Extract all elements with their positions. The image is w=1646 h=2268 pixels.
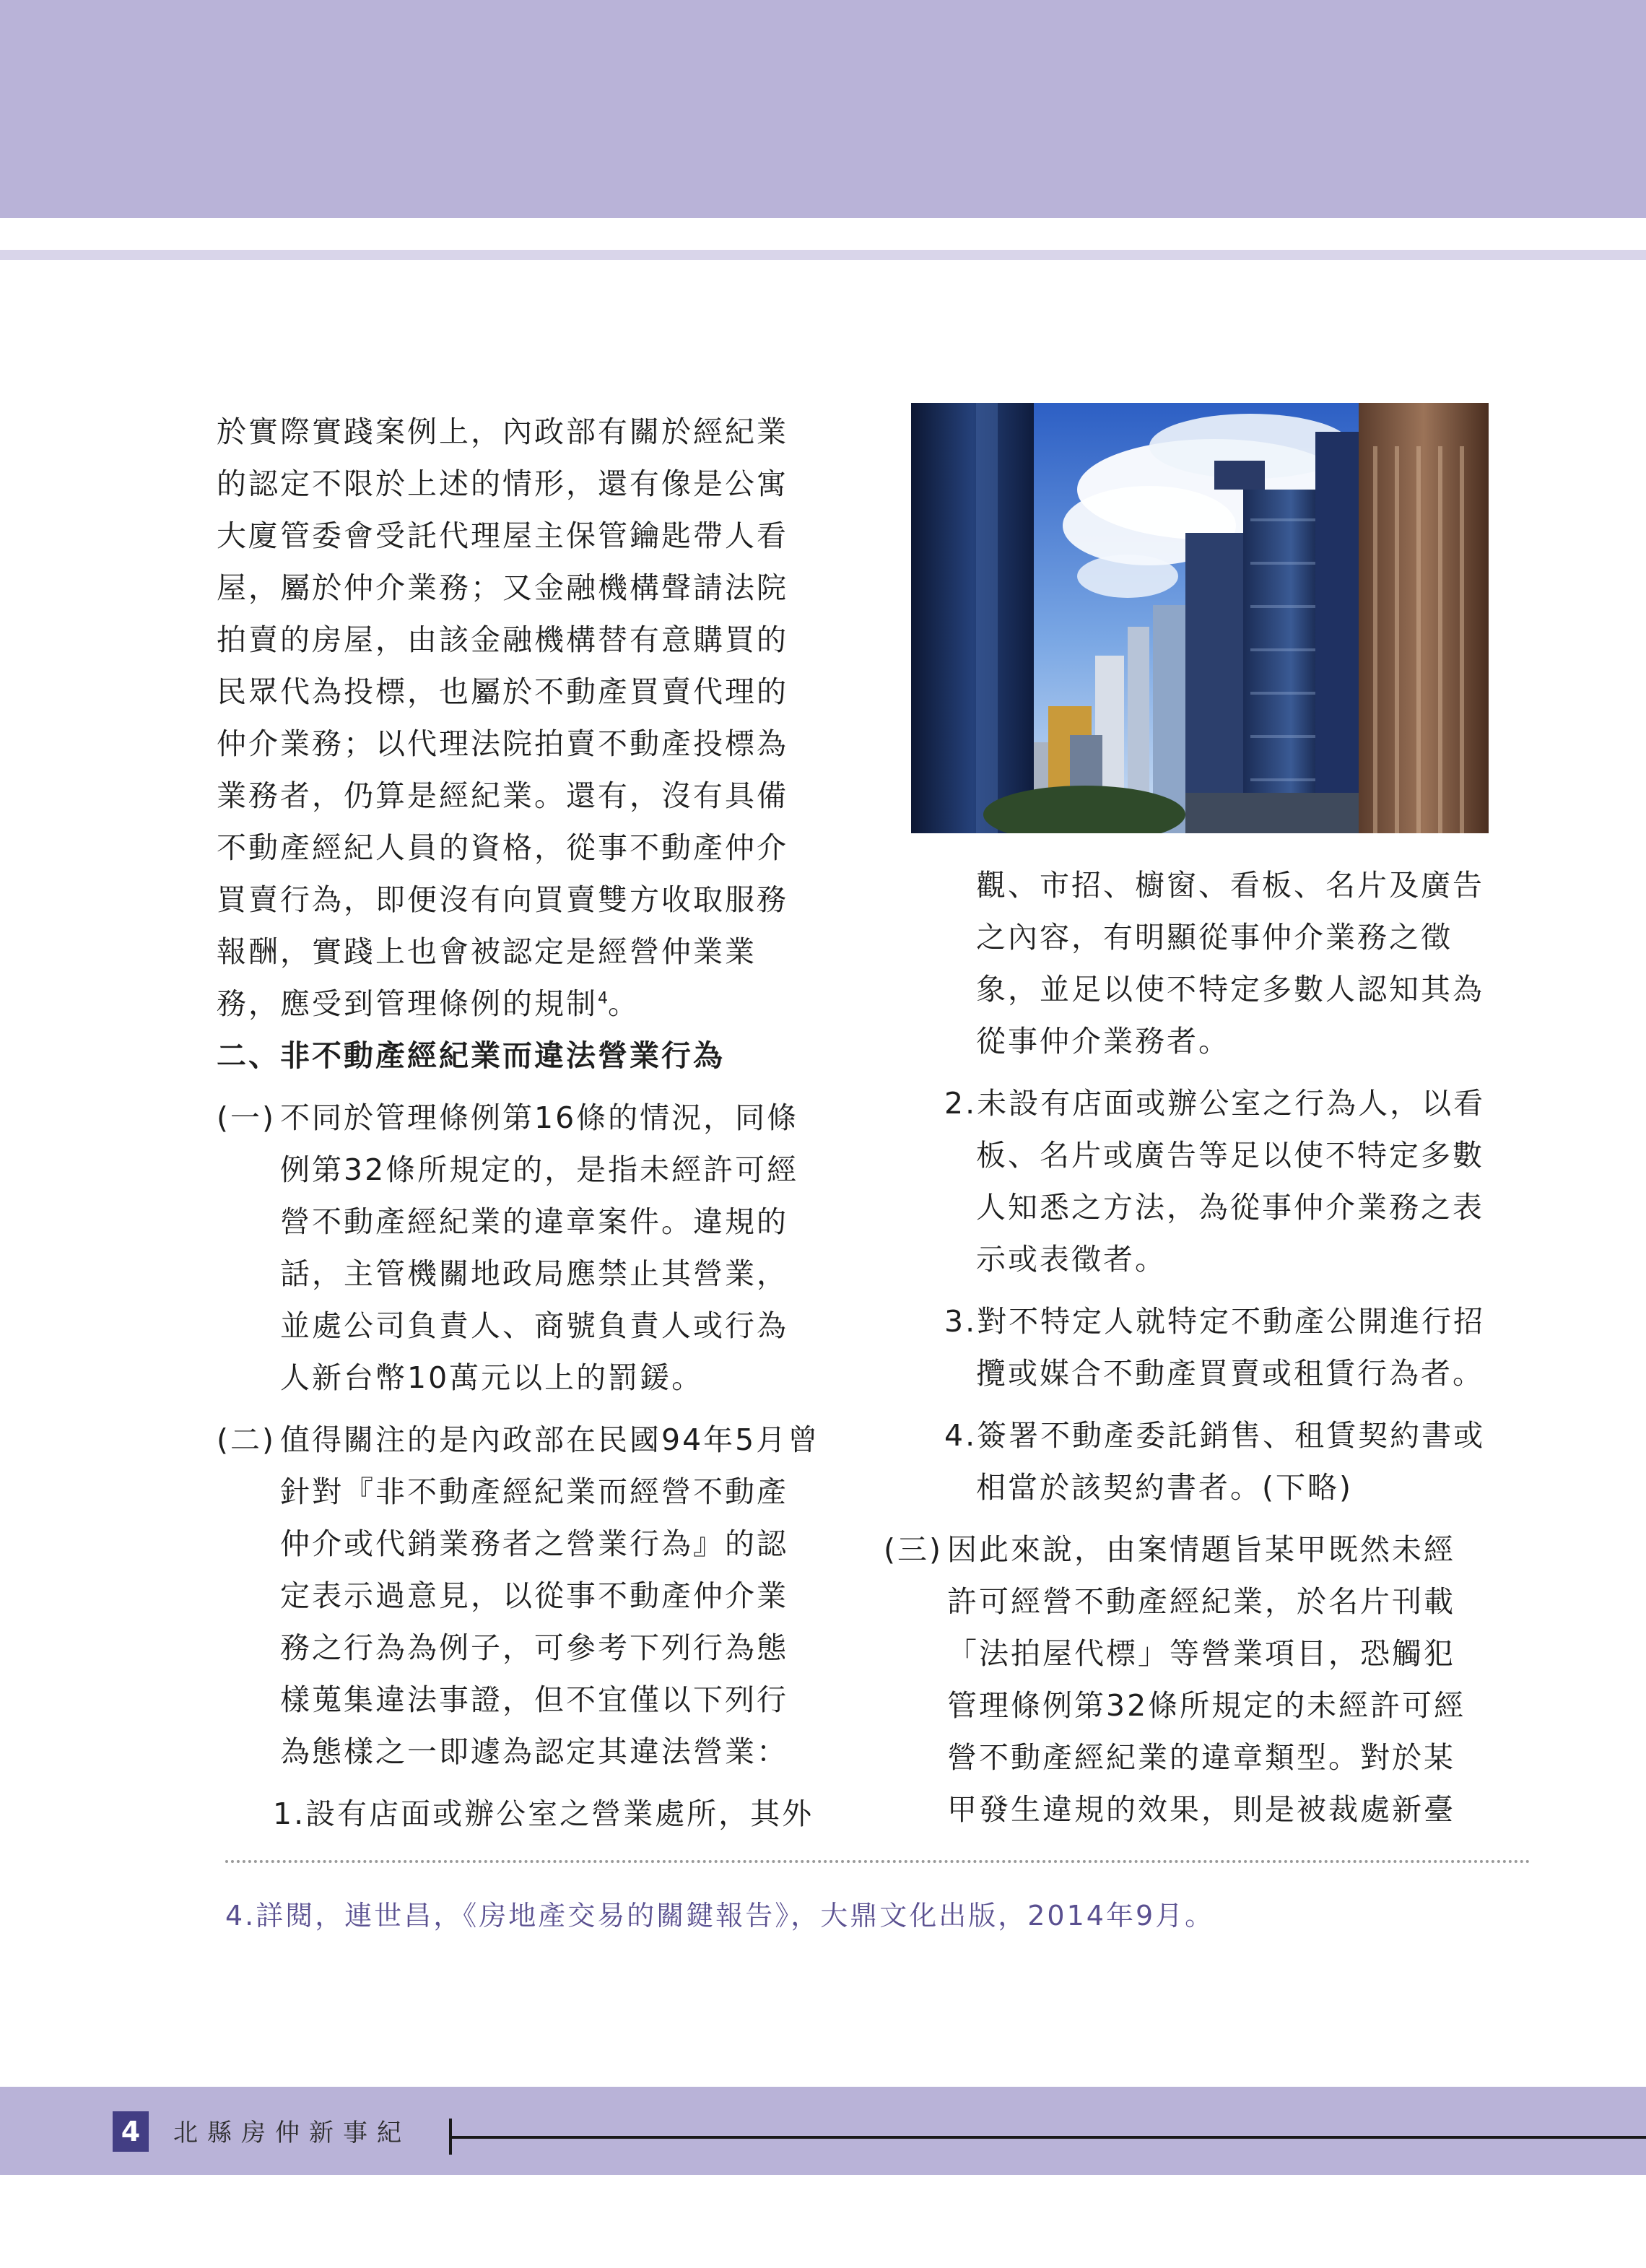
footnote-reference[interactable]: 4 [598, 989, 608, 1008]
list-item-3 [884, 1295, 1490, 1399]
text-line: 業務者，仍算是經紀業。還有，沒有具備 [217, 778, 788, 813]
subsection-marker: (二) [217, 1422, 276, 1457]
subsection-3 [884, 1524, 1490, 1835]
text-fragment: 值得關注的是內政部在民國94年5月曾 [280, 1422, 820, 1457]
text-line: 攬或媒合不動產買賣或租賃行為者。 [976, 1356, 1484, 1391]
subsection-first-line [884, 1524, 1490, 1576]
list-item-first-line: 3.對不特定人就特定不動產公開進行招 [944, 1304, 1486, 1339]
text-line: 不動產經紀人員的資格，從事不動產仲介 [217, 830, 788, 865]
text-line: 營不動產經紀業的違章案件。違規的 [280, 1204, 788, 1239]
subsection-first-line [217, 1414, 820, 1466]
subsection-marker: (三) [884, 1532, 943, 1567]
text-line: 屋，屬於仲介業務；又金融機構聲請法院 [217, 570, 788, 605]
subsection-first-line [217, 1092, 816, 1144]
text-line: 話，主管機關地政局應禁止其營業， [280, 1256, 788, 1291]
footer-rule [449, 2136, 1646, 2139]
text-line: 營不動產經紀業的違章類型。對於某 [947, 1740, 1455, 1775]
text-fragment: 。 [608, 986, 640, 1021]
text-line: 大廈管委會受託代理屋主保管鑰匙帶人看 [217, 518, 788, 553]
text-line: 示或表徵者。 [976, 1242, 1167, 1277]
text-line: 仲介業務；以代理法院拍賣不動產投標為 [217, 726, 788, 761]
list-item-1-first-line: 1.設有店面或辦公室之營業處所，其外 [273, 1796, 814, 1831]
text-line: 例第32條所規定的，是指未經許可經 [280, 1152, 799, 1187]
header-stripe [0, 250, 1646, 260]
text-line: 買賣行為，即便沒有向買賣雙方收取服務 [217, 882, 788, 917]
text-line: 甲發生違規的效果，則是被裁處新臺 [947, 1792, 1455, 1827]
list-item-4 [884, 1409, 1490, 1513]
text-line: 「法拍屋代標」等營業項目，恐觸犯 [947, 1636, 1455, 1671]
text-fragment: 因此來說，由案情題旨某甲既然未經 [947, 1532, 1455, 1567]
footnote-4: 4.詳閱，連世昌，《房地產交易的關鍵報告》，大鼎文化出版，2014年9月。 [225, 1900, 1215, 1932]
text-line: 象，並足以使不特定多數人認知其為 [976, 972, 1484, 1007]
footnote-divider [225, 1860, 1530, 1863]
text-line: 之內容，有明顯從事仲介業務之徵 [976, 920, 1453, 955]
text-line: 從事仲介業務者。 [976, 1024, 1230, 1059]
intro-paragraph [217, 406, 816, 1030]
text-line: 的認定不限於上述的情形，還有像是公寓 [217, 466, 788, 501]
text-line: 觀、市招、櫥窗、看板、名片及廣告 [976, 868, 1484, 903]
section-heading: 二、非不動產經紀業而違法營業行為 [217, 1038, 725, 1073]
text-line: 定表示過意見，以從事不動產仲介業 [280, 1578, 788, 1613]
text-line: 人知悉之方法，為從事仲介業務之表 [976, 1190, 1484, 1225]
publication-title: 北縣房仲新事紀 [173, 2119, 411, 2147]
list-item-1-continued [884, 859, 1490, 1067]
text-line [217, 978, 816, 1030]
text-line: 許可經營不動產經紀業，於名片刊載 [947, 1584, 1455, 1619]
list-item-first-line: 2.未設有店面或辦公室之行為人，以看 [944, 1086, 1486, 1121]
text-line: 管理條例第32條所規定的未經許可經 [947, 1688, 1466, 1723]
text-line: 並處公司負責人、商號負責人或行為 [280, 1308, 788, 1343]
subsection-1 [217, 1092, 816, 1404]
text-line: 樣蒐集違法事證，但不宜僅以下列行 [280, 1682, 788, 1717]
left-column [217, 406, 820, 1840]
text-line: 為態樣之一即遽為認定其違法營業： [280, 1734, 788, 1769]
text-line: 於實際實踐案例上，內政部有關於經紀業 [217, 414, 788, 449]
text-line: 拍賣的房屋，由該金融機構替有意購買的 [217, 622, 788, 657]
text-fragment: 不同於管理條例第16條的情況，同條 [280, 1100, 799, 1135]
text-line: 民眾代為投標，也屬於不動產買賣代理的 [217, 674, 788, 709]
list-item-2 [884, 1077, 1490, 1285]
subsection-2 [217, 1414, 820, 1840]
text-line: 板、名片或廣告等足以使不特定多數 [976, 1138, 1484, 1173]
right-column [884, 859, 1490, 1835]
list-item-first-line: 4.簽署不動產委託銷售、租賃契約書或 [944, 1418, 1486, 1453]
text-line: 針對『非不動產經紀業而經營不動產 [280, 1474, 788, 1509]
header-band [0, 0, 1646, 218]
text-fragment: 務，應受到管理條例的規制 [217, 986, 598, 1021]
subsection-marker: (一) [217, 1100, 276, 1135]
page-number: 4 [113, 2111, 149, 2152]
text-line: 務之行為為例子，可參考下列行為態 [280, 1630, 788, 1665]
text-line: 人新台幣10萬元以上的罰鍰。 [280, 1360, 704, 1395]
text-line: 相當於該契約書者。(下略) [976, 1470, 1353, 1505]
text-line: 仲介或代銷業務者之營業行為』的認 [280, 1526, 788, 1561]
city-skyscrapers-photo [911, 403, 1489, 833]
text-line: 報酬，實踐上也會被認定是經營仲業業 [217, 934, 757, 969]
